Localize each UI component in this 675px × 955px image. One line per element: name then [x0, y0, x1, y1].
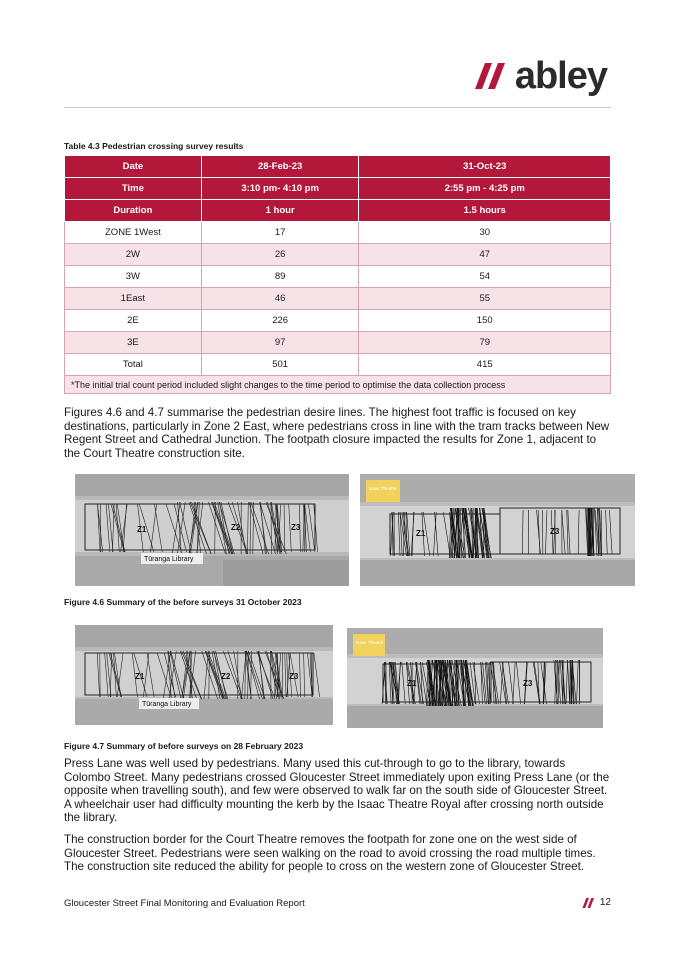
- page-number: 12: [599, 897, 611, 908]
- table-row: [65, 288, 611, 310]
- table-note: *The initial trial count period included slight changes to the time period to optimise the data collection process: [65, 376, 611, 394]
- table-header-cell: 3:10 pm- 4:10 pm: [201, 178, 359, 200]
- table-cell: 501: [201, 354, 359, 376]
- table-cell: 3E: [65, 332, 202, 354]
- table-cell: 415: [359, 354, 611, 376]
- figure-4-6-caption: Figure 4.6 Summary of the before surveys 31 October 2023: [64, 597, 302, 607]
- zone-label: Z1: [135, 672, 145, 681]
- table-header-cell: Time: [65, 178, 202, 200]
- footer-report-title: Gloucester Street Final Monitoring and Evaluation Report: [64, 898, 305, 909]
- table-cell: 226: [201, 310, 359, 332]
- table-cell: Total: [65, 354, 202, 376]
- zone-label: Z3: [523, 679, 533, 688]
- figure-4-7-right-map: [347, 628, 603, 728]
- zone-label: Z1: [137, 525, 147, 534]
- table-header-cell: 28-Feb-23: [201, 156, 359, 178]
- figure-4-6-left-map: [75, 474, 349, 586]
- abley-logo: [475, 56, 607, 96]
- table-row: [65, 310, 611, 332]
- table-header-cell: 1 hour: [201, 200, 359, 222]
- table-note-row: [65, 376, 611, 394]
- zone-label: Z2: [231, 523, 241, 532]
- zone-label: Z3: [291, 523, 301, 532]
- table-cell: 150: [359, 310, 611, 332]
- table-header-cell: 1.5 hours: [359, 200, 611, 222]
- abley-mark-icon: [582, 898, 596, 908]
- table-header-row: [65, 200, 611, 222]
- table-cell: 79: [359, 332, 611, 354]
- table-cell: ZONE 1West: [65, 222, 202, 244]
- table-cell: 17: [201, 222, 359, 244]
- figure-4-7-left-map: [75, 625, 333, 725]
- table-caption: Table 4.3 Pedestrian crossing survey results: [64, 141, 244, 151]
- table-row: [65, 244, 611, 266]
- table-cell: 89: [201, 266, 359, 288]
- paragraph-press-lane: Press Lane was well used by pedestrians. Many used this cut-through to go to the library, towards Colombo Street. Many pedestrians crossed Gloucester Street immediately upon exiting Press Lane (or the opposite when travelling south), and few were observed to walk far on the south side of Gloucester Street. A wheelchair user had difficulty mounting the kerb by the Isaac Theatre Royal after crossing north outside the library.: [64, 757, 610, 825]
- zone-label: Z3: [550, 527, 560, 536]
- figure-4-7-caption: Figure 4.7 Summary of before surveys on 28 February 2023: [64, 741, 304, 751]
- table-cell: 55: [359, 288, 611, 310]
- table-header-cell: Duration: [65, 200, 202, 222]
- table-cell: 47: [359, 244, 611, 266]
- library-label: Tūranga Library: [144, 556, 194, 563]
- table-cell: 1East: [65, 288, 202, 310]
- table-row: [65, 222, 611, 244]
- table-cell: 3W: [65, 266, 202, 288]
- paragraph-desire-lines: Figures 4.6 and 4.7 summarise the pedestrian desire lines. The highest foot traffic is focused on key destinations, particularly in Zone 2 East, where pedestrians cross in line with the tram tracks between New Regent Street and Cathedral Junction. The footpath closure impacted the results for Zone 1, adjacent to the Court Theatre construction site.: [64, 406, 610, 460]
- table-header-row: [65, 178, 611, 200]
- table-cell: 97: [201, 332, 359, 354]
- theatre-label: Isaac Theatre: [369, 486, 397, 491]
- paragraph-construction: The construction border for the Court Theatre removes the footpath for zone one on the west side of Gloucester Street. Pedestrians were seen walking on the road to avoid crossing the road multiple times. The construction site reduced the ability for people to cross on the western zone of Gloucester Street.: [64, 833, 596, 874]
- table-row: [65, 332, 611, 354]
- table-header-cell: 31-Oct-23: [359, 156, 611, 178]
- table-cell: 30: [359, 222, 611, 244]
- logo-text: abley: [514, 55, 607, 97]
- table-cell: 2W: [65, 244, 202, 266]
- table-cell: 54: [359, 266, 611, 288]
- table-header-cell: 2:55 pm - 4:25 pm: [359, 178, 611, 200]
- table-cell: 26: [201, 244, 359, 266]
- table-header-cell: Date: [65, 156, 202, 178]
- library-label: Tūranga Library: [142, 701, 192, 708]
- table-cell: 2E: [65, 310, 202, 332]
- zone-label: Z2: [221, 672, 231, 681]
- abley-mark-icon: [475, 63, 509, 89]
- zone-label: Z1: [416, 529, 426, 538]
- zone-label: Z1: [407, 679, 417, 688]
- footer-page: [582, 897, 611, 908]
- figure-4-6-right-map: [360, 474, 635, 586]
- table-header-row: [65, 156, 611, 178]
- theatre-label: Isaac Theatre: [356, 640, 384, 645]
- pedestrian-survey-table: [64, 155, 611, 394]
- table-row: [65, 266, 611, 288]
- zone-label: Z3: [289, 672, 299, 681]
- header-divider: [64, 107, 611, 108]
- table-row: [65, 354, 611, 376]
- table-cell: 46: [201, 288, 359, 310]
